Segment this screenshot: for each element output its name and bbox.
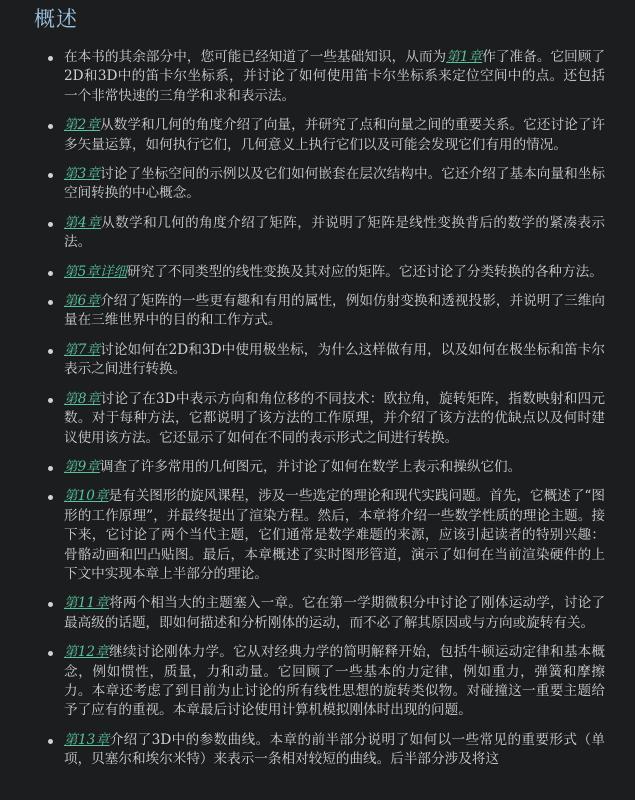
chapter-link[interactable]: 第2章	[64, 117, 101, 134]
chapter-link[interactable]: 第4章	[64, 214, 102, 231]
chapter-link[interactable]: 第11章	[64, 595, 110, 612]
list-item	[64, 487, 605, 584]
item-text: 讨论了坐标空间的示例以及它们如何嵌套在层次结构中。它还介绍了基本向量和坐标空间转换的中心概念。	[64, 166, 606, 202]
chapter-link[interactable]: 第12章	[64, 644, 110, 661]
list-item	[64, 458, 605, 477]
item-text-before: 在本书的其余部分中，您可能已经知道了一些基础知识，从而为	[64, 49, 447, 65]
list-item	[64, 116, 605, 155]
list-item	[64, 48, 605, 106]
list-item	[64, 292, 605, 331]
chapter-link[interactable]: 第6章	[64, 293, 101, 310]
chapter-list	[0, 36, 623, 770]
item-text: 讨论如何在2D和3D中使用极坐标，为什么这样做有用，以及如何在极坐标和笛卡尔表示之间进行转换。	[64, 341, 606, 378]
chapter-link[interactable]: 第1章	[446, 49, 483, 65]
chapter-link[interactable]: 第9章	[64, 458, 100, 475]
item-text: 调查了许多常用的几何图元，并讨论了如何在数学上表示和操纵它们。	[99, 458, 522, 475]
list-item	[64, 214, 605, 253]
chapter-link[interactable]: 第8章	[64, 390, 101, 407]
list-item	[64, 165, 605, 204]
item-text: 介绍了矩阵的一些更有趣和有用的属性，例如仿射变换和透视投影，并说明了三维向量在三维世界中的目的和工作方式。	[64, 293, 606, 329]
list-item	[64, 341, 605, 380]
chapter-link[interactable]: 第10章	[64, 488, 109, 505]
item-text: 研究了不同类型的线性变换及其对应的矩阵。它还讨论了分类转换的各种方法。	[127, 263, 603, 280]
chapter-link[interactable]: 第5章详细	[64, 263, 128, 280]
item-text: 从数学和几何的角度介绍了矩阵，并说明了矩阵是线性变换背后的数学的紧凑表示法。	[64, 214, 606, 251]
item-text: 作了准备。它回顾了2D和3D中的笛卡尔坐标系，并讨论了如何使用笛卡尔坐标系来定位空间中的点。还包括一个非常快速的三角学和求和表示法。	[64, 49, 606, 104]
item-text: 将两个相当大的主题塞入一章。它在第一学期微积分中讨论了刚体运动学，讨论了最高级的话题，即如何描述和分析刚体的运动，而不必了解其原因或与方向或旋转有关。	[64, 595, 605, 631]
chapter-link[interactable]: 第7章	[64, 341, 101, 358]
item-text: 从数学和几何的角度介绍了向量，并研究了点和向量之间的重要关系。它还讨论了许多矢量运算，如何执行它们，几何意义上执行它们以及可能会发现它们有用的情况。	[64, 117, 606, 153]
item-text: 继续讨论刚体力学。它从对经典力学的简明解释开始，包括牛顿运动定律和基本概念，例如惯性，质量，力和动量。它回顾了一些基本的力定律，例如重力，弹簧和摩擦力。本章还考虑了到目前为止讨论的所有线性思想的旋转类似物。对碰撞这一重要主题给予了应有的重视。本章最后讨论使用计算机模拟刚体时出现的问题。	[64, 644, 605, 719]
chapter-link[interactable]: 第3章	[64, 166, 101, 183]
list-item	[64, 263, 605, 282]
item-text: 介绍了3D中的参数曲线。本章的前半部分说明了如何以一些常见的重要形式（单项，贝塞尔和埃尔米特）来表示一条相对较短的曲线。后半部分涉及将这	[64, 731, 605, 768]
item-text: 讨论了在3D中表示方向和角位移的不同技术：欧拉角，旋转矩阵，指数映射和四元数。对于每种方法，它都说明了该方法的工作原理，并介绍了该方法的优缺点以及何时建议使用该方法。它还显示了如何在不同的表示形式之间进行转换。	[64, 390, 606, 446]
list-item	[64, 594, 605, 633]
item-text: 是有关图形的旋风课程，涉及一些选定的理论和现代实践问题。首先，它概述了“图形的工作原理”，并最终提出了渲染方程。然后，本章将介绍一些数学性质的理论主题。接下来，它讨论了两个当代主题，它们通常是数学难题的来源，应该引起读者的特别兴趣：骨骼动画和凹凸贴图。最后，本章概述了实时图形管道，演示了如何在当前渲染硬件的上下文中实现本章上半部分的理论。	[64, 488, 605, 582]
page-title: 概述	[34, 7, 78, 31]
list-item	[64, 643, 605, 721]
chapter-link[interactable]: 第13章	[64, 731, 110, 748]
list-item	[64, 731, 605, 770]
list-item	[64, 390, 605, 448]
